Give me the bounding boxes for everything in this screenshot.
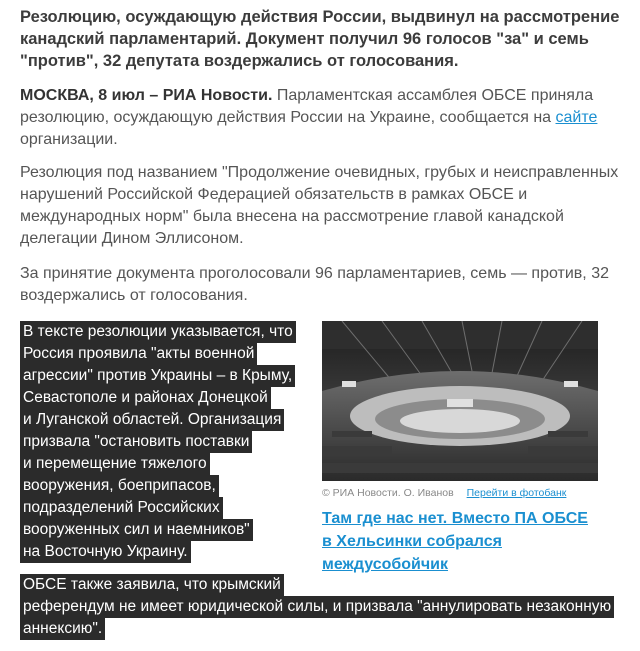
photo-credit: © РИА Новости. О. Иванов <box>322 487 454 499</box>
highlighted-paragraph-1 <box>20 321 305 563</box>
highlight-line: и Луганской областей. Организация <box>20 409 284 431</box>
highlight-line: В тексте резолюции указывается, что <box>20 321 296 343</box>
highlight-line: ОБСЕ также заявила, что крымский <box>20 574 284 596</box>
article-body <box>20 0 620 637</box>
highlight-line: вооруженных сил и наемников" <box>20 519 253 541</box>
assembly-hall-photo[interactable] <box>322 321 598 481</box>
related-photo-block <box>322 321 620 576</box>
highlight-line: аннексию". <box>20 618 105 640</box>
dateline: МОСКВА, 8 июл – РИА Новости. <box>20 87 273 104</box>
highlight-line: подразделений Российских <box>20 497 223 519</box>
highlight-line: референдум не имеет юридической силы, и призвала "аннулировать незаконную <box>20 596 614 618</box>
highlight-line: агрессии" против Украины – в Крыму, <box>20 365 295 387</box>
related-article-link[interactable]: Там где нас нет. Вместо ПА ОБСЕ в Хельсинки собрался междусобойчик <box>322 510 588 573</box>
paragraph-1-tail: организации. <box>20 131 118 148</box>
highlight-line: призвала "остановить поставки <box>20 431 252 453</box>
site-link[interactable]: сайте <box>555 109 598 126</box>
highlight-line: и перемещение тяжелого <box>20 453 210 475</box>
photobank-link[interactable]: Перейти в фотобанк <box>466 487 567 499</box>
article-paragraph-1 <box>20 85 620 151</box>
article-paragraph-2: Резолюция под названием "Продолжение очевидных, грубых и неисправленных нарушений Российской Федерацией обязательств в рамках ОБСЕ и международных норм" была внесена на рассмотрение главой канадской делегации Дином Эллисоном. <box>20 164 619 247</box>
photo-caption <box>322 487 620 499</box>
highlight-line: вооружения, боеприпасов, <box>20 475 219 497</box>
highlight-line: на Восточную Украину. <box>20 541 191 563</box>
highlighted-paragraph-2 <box>20 574 620 640</box>
highlight-line: Россия проявила "акты военной <box>20 343 257 365</box>
article-lead: Резолюцию, осуждающую действия России, выдвинул на рассмотрение канадский парламентарий. Документ получил 96 голосов "за" и семь "против", 32 депутата воздержались от голосования. <box>20 8 620 70</box>
paragraph-1-text: Парламентская ассамблея ОБСЕ приняла резолюцию, осуждающую действия России на Украине, сообщается на <box>20 87 594 126</box>
article-paragraph-3: За принятие документа проголосовали 96 парламентариев, семь — против, 32 воздержались от голосования. <box>20 265 609 304</box>
highlight-line: Севастополе и районах Донецкой <box>20 387 271 409</box>
